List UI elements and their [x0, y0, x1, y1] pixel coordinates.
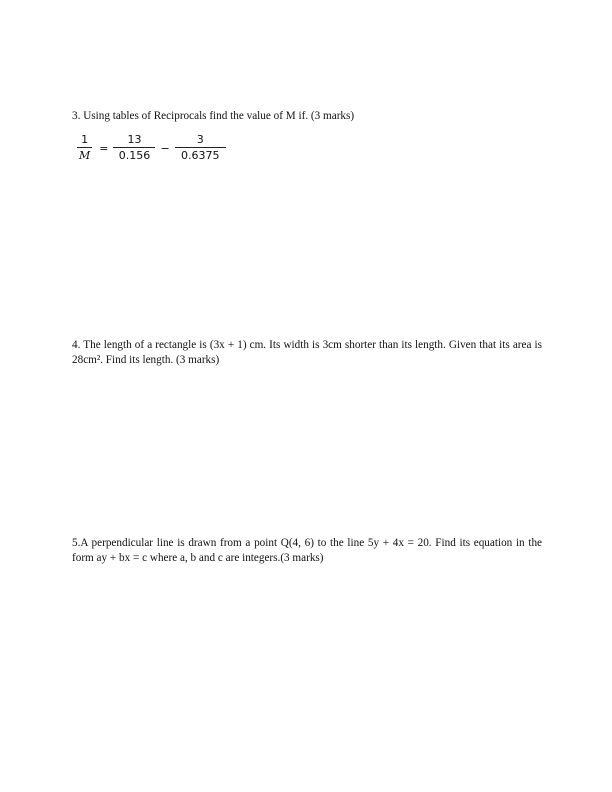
question-5: 5.A perpendicular line is drawn from a point Q(4, 6) to the line 5y + 4x = 20. Find its equation in the form ay + bx = c where a, b and c are integers.(3 marks)	[72, 537, 542, 564]
question-3-equation	[72, 133, 229, 163]
equals-sign: =	[99, 141, 109, 155]
numerator: 3	[175, 133, 226, 148]
fraction-3-over-06375	[175, 133, 226, 163]
numerator: 1	[77, 133, 92, 148]
question-4: 4. The length of a rectangle is (3x + 1) cm. Its width is 3cm shorter than its length. Given that its area is 28cm². Find its length. (3 marks)	[72, 339, 542, 366]
numerator: 13	[113, 133, 155, 148]
minus-sign: −	[160, 141, 170, 155]
denominator: 0.6375	[180, 149, 220, 162]
denominator: 0.156	[118, 149, 151, 162]
fraction-13-over-0156	[113, 133, 155, 163]
question-3: 3. Using tables of Reciprocals find the value of M if. (3 marks)	[72, 110, 355, 122]
denominator: M	[79, 149, 91, 162]
fraction-1-over-m	[75, 133, 94, 163]
